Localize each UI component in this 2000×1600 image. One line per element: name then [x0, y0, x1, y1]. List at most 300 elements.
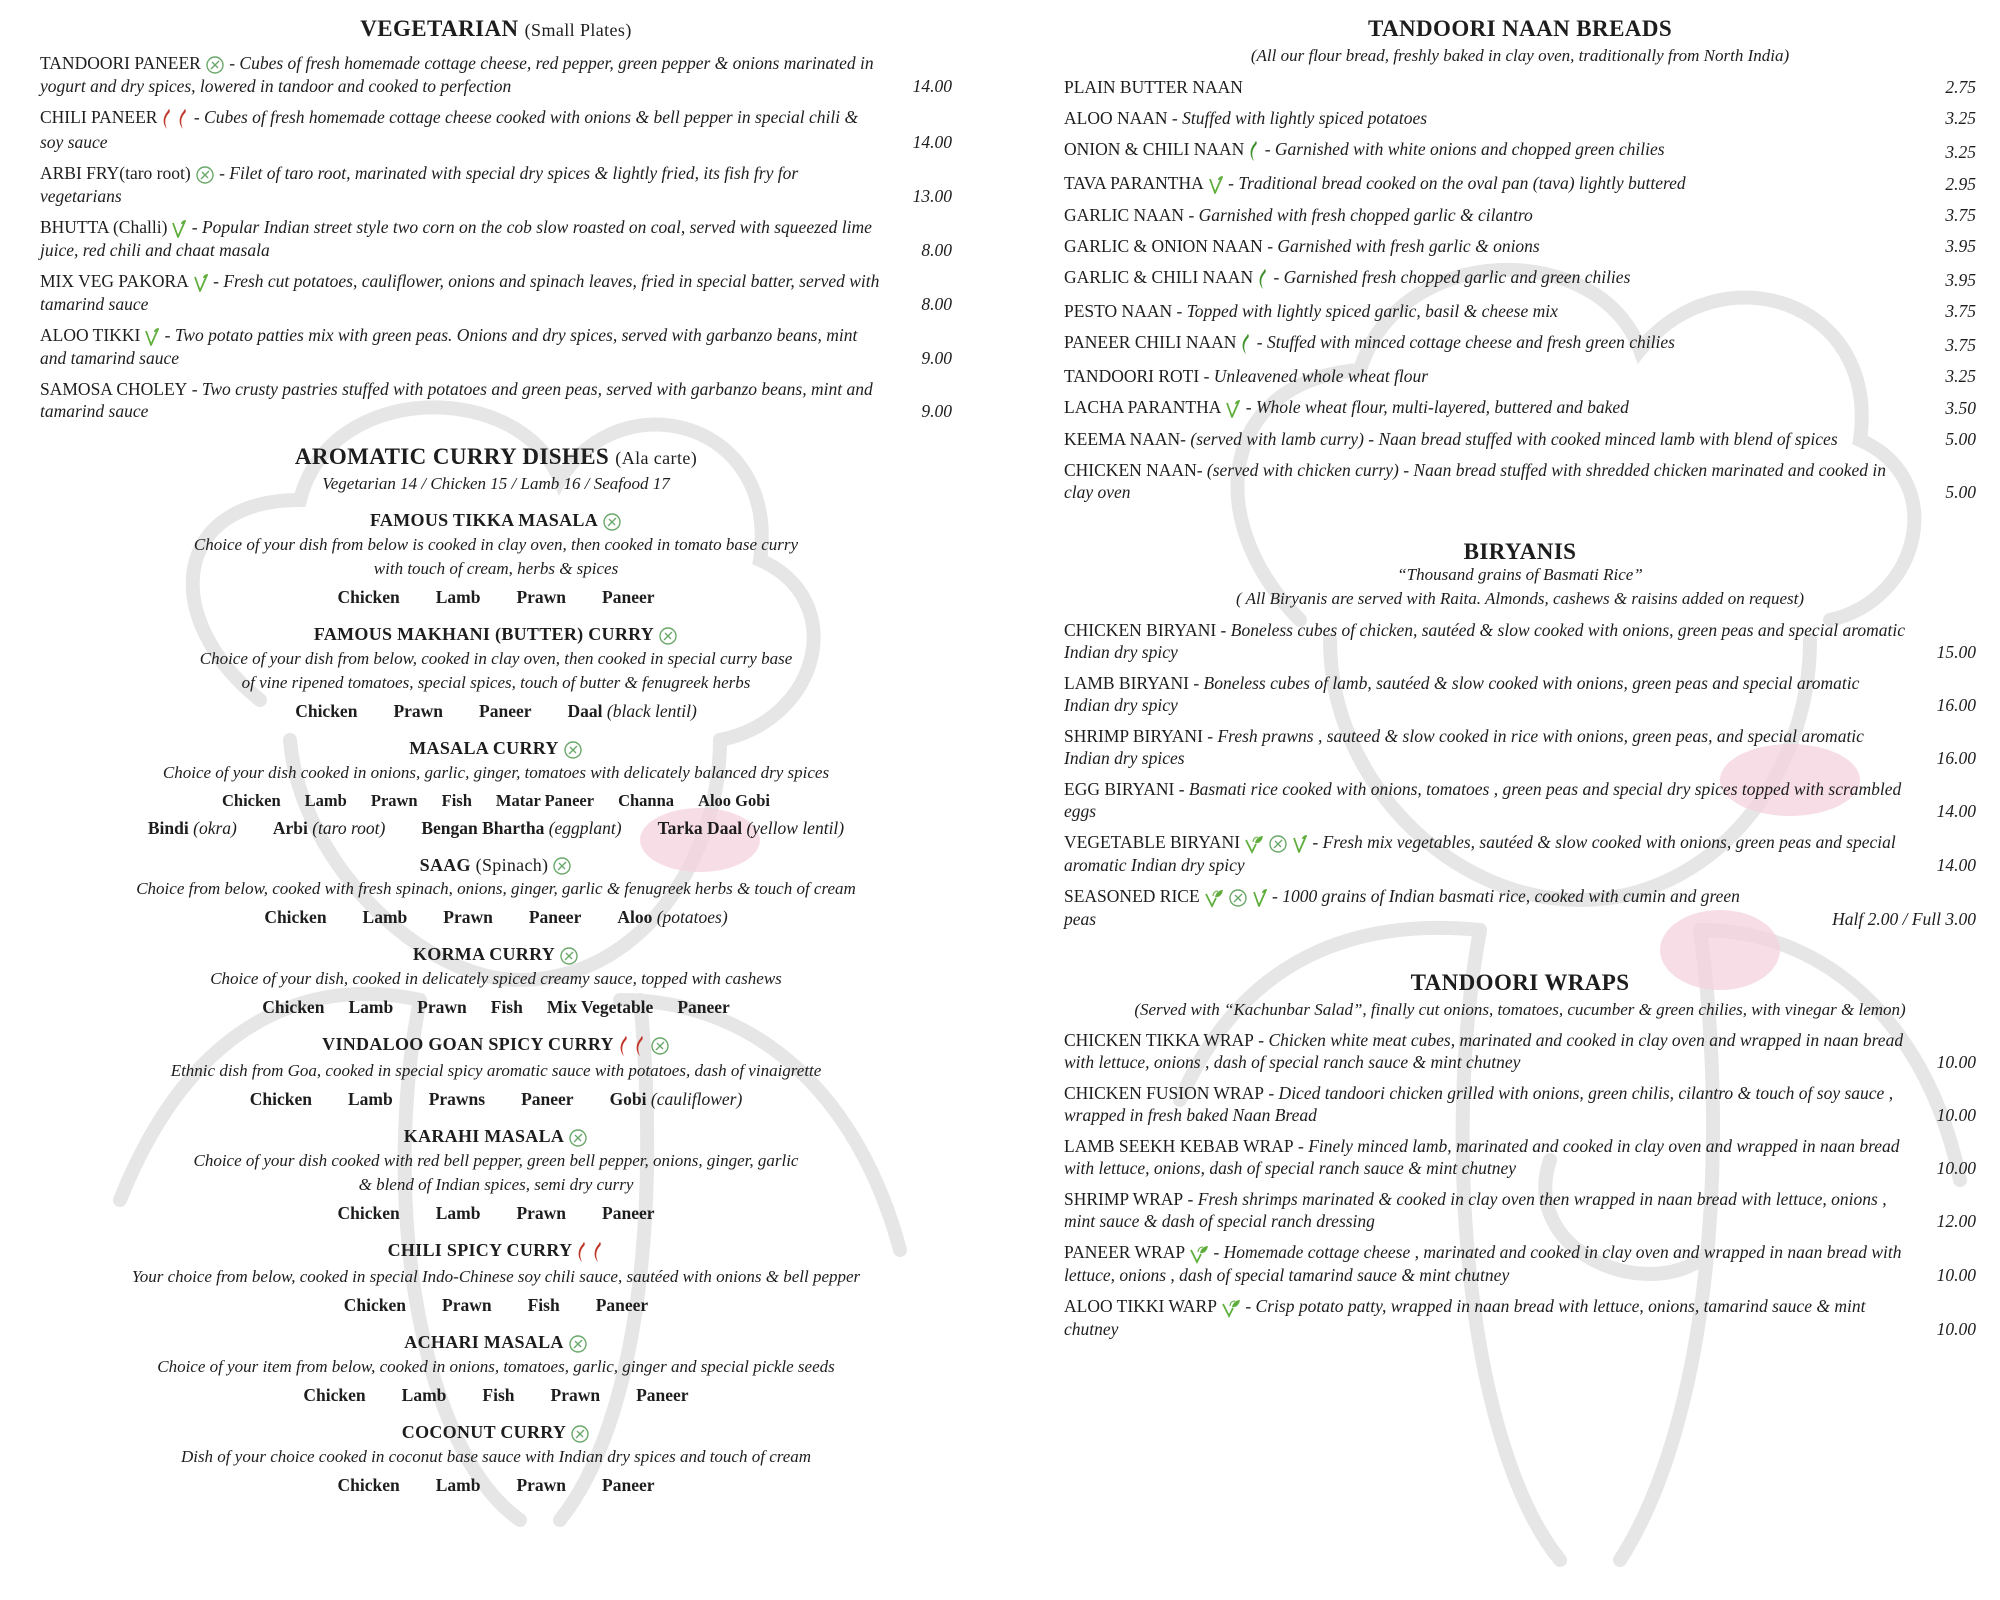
- menu-item-text: [1064, 619, 1906, 663]
- menu-item-text: [40, 216, 882, 261]
- menu-item-text: [1064, 331, 1906, 356]
- wraps-section: [1064, 970, 1976, 1340]
- menu-item-description: - Chicken white meat cubes, marinated and cooked in clay oven and wrapped in naan bread with lettuce, onions , dash of special ranch sauce & mint chutney: [1064, 1029, 1904, 1072]
- curry-option: Prawn: [370, 790, 418, 810]
- curry-option: Chicken: [343, 1295, 407, 1316]
- menu-item: [40, 106, 952, 153]
- gluten-free-icon: [570, 1424, 590, 1444]
- gluten-free-icon: [195, 165, 215, 185]
- menu-item: [1064, 428, 1976, 450]
- curry-dish-name: VINDALOO GOAN SPICY CURRY: [322, 1034, 614, 1055]
- red-chili-icon: [592, 1240, 604, 1264]
- menu-item-name: PLAIN BUTTER NAAN: [1064, 77, 1243, 97]
- curry-option: Chicken: [337, 1203, 400, 1224]
- menu-item-text: [1064, 672, 1906, 716]
- curry-dish: [40, 1034, 952, 1110]
- curry-dish-description: Choice of your dish cooked with red bell pepper, green bell pepper, onions, ginger, garlic: [193, 1151, 799, 1171]
- gluten-free-icon: [552, 856, 572, 876]
- menu-item: [1064, 831, 1976, 876]
- curry-dish-description: Your choice from below, cooked in special Indo-Chinese soy chili sauce, sautéed with onions & bell pepper: [131, 1267, 861, 1287]
- menu-item-name: SAMOSA CHOLEY: [40, 378, 188, 399]
- menu-item: [1064, 1241, 1976, 1286]
- curry-option: Lamb: [347, 1089, 393, 1110]
- curry-option: Paneer: [677, 997, 730, 1018]
- curry-dish-title: [40, 1126, 952, 1148]
- curry-option: Mix Vegetable: [546, 997, 654, 1018]
- menu-item-description: - Fresh mix vegetables, sautéed & slow cooked with onions, green peas and special aromatic Indian dry spicy: [1064, 831, 1896, 875]
- red-chili-icon: [576, 1240, 588, 1264]
- menu-item: [1064, 331, 1976, 356]
- menu-item-description: - Fresh shrimps marinated & cooked in clay oven then wrapped in naan bread with lettuce, onions , mint sauce & dash of special ranch dressing: [1064, 1188, 1887, 1231]
- menu-item-description: - Diced tandoori chicken grilled with onions, green chilis, cilantro & touch of soy sauce , wrapped in fresh baked Naan Bread: [1064, 1082, 1894, 1125]
- vegetarian-icon: [1189, 1244, 1209, 1264]
- menu-item-text: [1064, 300, 1906, 322]
- curry-dish-description: Choice of your dish from below, cooked in clay oven, then cooked in special curry base: [199, 648, 793, 668]
- green-chili-icon: [1257, 267, 1269, 291]
- menu-item-description: - Basmati rice cooked with onions, tomatoes , green peas and special dry spices topped with scrambled eggs: [1064, 778, 1902, 821]
- curry-option: Prawn: [516, 586, 567, 607]
- menu-item-price: 15.00: [1936, 641, 1976, 662]
- menu-item-price: 14.00: [1936, 854, 1976, 875]
- curry-dish-description: & blend of Indian spices, semi dry curry: [358, 1175, 634, 1195]
- curry-dish-description: Choice of your dish, cooked in delicately spiced creamy sauce, topped with cashews: [210, 969, 782, 989]
- menu-item-price: Half 2.00 / Full 3.00: [1832, 908, 1976, 929]
- curry-dish: [40, 1240, 952, 1316]
- menu-item-name: BHUTTA (Challi): [40, 216, 168, 237]
- curry-title: AROMATIC CURRY DISHES (Ala carte): [294, 443, 698, 469]
- gluten-free-icon: [559, 946, 579, 966]
- menu-item-name: GARLIC NAAN: [1064, 204, 1185, 225]
- menu-item-price: 14.00: [912, 131, 952, 152]
- curry-option: Chicken: [295, 700, 358, 721]
- menu-item-price: 14.00: [1936, 800, 1976, 821]
- menu-item-description: (served with lamb curry) - Naan bread stuffed with cooked minced lamb with blend of spices: [1186, 428, 1838, 449]
- curry-dish-name: SAAG: [419, 854, 471, 875]
- menu-item: [40, 378, 952, 422]
- menu-item-description: - Traditional bread cooked on the oval pan (tava) lightly buttered: [1223, 172, 1686, 193]
- curry-option: Prawn: [516, 1474, 567, 1495]
- curry-dish-title: [40, 855, 952, 877]
- curry-option: Paneer: [528, 907, 582, 928]
- menu-item-name: GARLIC & CHILI NAAN: [1064, 266, 1254, 287]
- red-chili-icon: [161, 107, 173, 131]
- curry-option: Fish: [490, 997, 523, 1018]
- menu-item-text: [1064, 138, 1906, 163]
- left-column: [40, 0, 952, 1496]
- menu-item-name: ALOO TIKKI: [40, 324, 141, 345]
- menu-item: [40, 52, 952, 97]
- menu-item-text: [1064, 204, 1906, 226]
- curry-option: Prawn: [442, 1295, 492, 1316]
- curry-dish-name: FAMOUS MAKHANI (BUTTER) CURRY: [313, 623, 655, 644]
- curry-option: Paneer: [602, 1203, 655, 1224]
- vegetarian-section: [40, 16, 952, 422]
- gluten-free-icon: [658, 626, 678, 646]
- wraps-title: TANDOORI WRAPS: [1410, 969, 1630, 995]
- menu-item-name: ALOO NAAN: [1064, 108, 1168, 128]
- curry-dish-options: [40, 1385, 952, 1406]
- menu-item-text: [1064, 428, 1906, 450]
- curry-option: Daal (black lentil): [567, 700, 697, 721]
- wraps-note: (Served with “Kachunbar Salad”, finally cut onions, tomatoes, cucumber & green chilies, with vinegar & lemon): [1134, 999, 1906, 1019]
- menu-item-name: TANDOORI ROTI: [1064, 365, 1200, 386]
- curry-option: Bengan Bhartha (eggplant): [421, 817, 622, 838]
- curry-option: Chicken: [264, 907, 327, 928]
- menu-item-description: - Stuffed with lightly spiced potatoes: [1167, 108, 1428, 128]
- curry-option: Gobi (cauliflower): [609, 1089, 743, 1110]
- curry-option: Fish: [441, 790, 472, 810]
- menu-item-text: [1064, 172, 1906, 195]
- curry-dish: [40, 510, 952, 608]
- curry-dish: [40, 624, 952, 722]
- menu-item-name: CHICKEN TIKKA WRAP: [1064, 1029, 1254, 1050]
- menu-item-name: TANDOORI PANEER: [40, 53, 201, 73]
- curry-dish: [40, 944, 952, 1018]
- menu-item: [40, 216, 952, 261]
- vegan-icon: [1225, 399, 1241, 419]
- curry-dish-description: Ethnic dish from Goa, cooked in special spicy aromatic sauce with potatoes, dash of vinaigrette: [170, 1061, 822, 1081]
- menu-item-description: - Garnished with fresh chopped garlic & cilantro: [1184, 204, 1533, 225]
- menu-item-text: [1064, 1082, 1906, 1126]
- menu-item-text: [40, 324, 882, 369]
- menu-item-description: - Garnished with white onions and chopped green chilies: [1260, 139, 1665, 159]
- menu-item-price: 3.95: [1945, 235, 1976, 256]
- menu-item-name: PANEER WRAP: [1064, 1241, 1186, 1262]
- menu-item-description: - 1000 grains of Indian basmati rice, cooked with cumin and green peas: [1064, 885, 1740, 929]
- menu-item-description: (served with chicken curry) - Naan bread stuffed with shredded chicken marinated and cooked in clay oven: [1064, 459, 1886, 502]
- menu-item: [1064, 778, 1976, 822]
- menu-item: [1064, 1295, 1976, 1340]
- menu-item-text: [1064, 107, 1906, 129]
- menu-item-price: 16.00: [1936, 694, 1976, 715]
- vegetarian-title: VEGETARIAN (Small Plates): [360, 16, 632, 41]
- menu-item-price: 2.75: [1945, 77, 1976, 97]
- curry-dish-title: [40, 1422, 952, 1444]
- menu-item-name: ARBI FRY(taro root): [40, 162, 191, 183]
- menu-item-description: - Fresh cut potatoes, cauliflower, onions and spinach leaves, fried in special batter, served with tamarind sauce: [40, 270, 880, 314]
- menu-item-text: [1064, 365, 1906, 387]
- naan-section: [1064, 16, 1976, 503]
- menu-item-description: - Garnished fresh chopped garlic and green chilies: [1269, 266, 1631, 287]
- vegan-icon: [1292, 834, 1308, 854]
- menu-item-description: - Unleavened whole wheat flour: [1199, 365, 1429, 386]
- menu-item-price: 10.00: [1936, 1318, 1976, 1339]
- biryani-title: BIRYANIS: [1463, 538, 1577, 564]
- menu-item-name: TAVA PARANTHA: [1064, 172, 1204, 193]
- menu-item-text: [1064, 885, 1776, 930]
- menu-item-text: [40, 52, 882, 97]
- red-chili-icon: [618, 1034, 630, 1058]
- menu-item: [1064, 365, 1976, 387]
- menu-item-name: SEASONED RICE: [1064, 885, 1200, 906]
- curry-option: Chicken: [249, 1089, 312, 1110]
- menu-item: [1064, 1082, 1976, 1126]
- curry-option: Lamb: [362, 907, 408, 928]
- curry-dish-options: [40, 907, 952, 928]
- menu-item-name: KEEMA NAAN-: [1064, 428, 1187, 449]
- menu-item-description: - Filet of taro root, marinated with special dry spices & lightly fried, its fish fry for vegetarians: [40, 162, 799, 206]
- menu-item-text: [1064, 831, 1906, 876]
- curry-option: Prawn: [516, 1203, 567, 1224]
- gluten-free-icon: [568, 1334, 588, 1354]
- curry-option: Lamb: [304, 790, 347, 810]
- menu-item-description: - Whole wheat flour, multi-layered, buttered and baked: [1241, 396, 1629, 417]
- menu-item-name: LACHA PARANTHA: [1064, 396, 1222, 417]
- menu-item-text: [40, 270, 882, 315]
- curry-dish-options: [40, 997, 952, 1018]
- curry-section: [40, 444, 952, 1496]
- menu-item-text: [1064, 76, 1906, 98]
- menu-item-price: 8.00: [921, 293, 952, 314]
- gluten-free-icon: [563, 740, 583, 760]
- curry-dish-name: COCONUT CURRY: [401, 1422, 567, 1443]
- menu-item: [40, 270, 952, 315]
- menu-item: [40, 162, 952, 207]
- curry-option: Tarka Daal (yellow lentil): [657, 817, 845, 838]
- curry-dish-title: [40, 738, 952, 760]
- menu-item-text: [1064, 266, 1906, 291]
- menu-item: [1064, 76, 1976, 98]
- menu-item-price: 16.00: [1936, 747, 1976, 768]
- menu-item-text: [1064, 1135, 1906, 1179]
- naan-items: [1064, 76, 1976, 503]
- menu-item: [1064, 172, 1976, 195]
- curry-dish-options: [40, 1475, 952, 1496]
- menu-item-name: EGG BIRYANI: [1064, 778, 1175, 799]
- naan-title: TANDOORI NAAN BREADS: [1367, 16, 1673, 41]
- menu-item-price: 3.75: [1945, 300, 1976, 321]
- curry-option: Chicken: [303, 1385, 366, 1406]
- menu-item: [1064, 1188, 1976, 1232]
- vegan-icon: [1252, 888, 1268, 908]
- curry-dish-name: CHILI SPICY CURRY: [387, 1240, 573, 1261]
- curry-option: Channa: [618, 790, 675, 810]
- menu-item-name: ONION & CHILI NAAN: [1064, 139, 1245, 159]
- curry-option: Paneer: [602, 1474, 655, 1495]
- menu-item-description: - Popular Indian street style two corn on the cob slow roasted on coal, served with squeezed lime juice, red chili and chaat masala: [40, 216, 872, 260]
- menu-item-name: ALOO TIKKI WARP: [1064, 1295, 1217, 1316]
- menu-item-price: 3.75: [1945, 334, 1976, 355]
- menu-item-name: CHICKEN NAAN-: [1064, 459, 1203, 480]
- curry-dish-name: KARAHI MASALA: [403, 1126, 565, 1147]
- menu-item-price: 3.25: [1945, 141, 1976, 162]
- menu-item: [1064, 300, 1976, 322]
- menu-item: [1064, 204, 1976, 226]
- menu-item-name: VEGETABLE BIRYANI: [1064, 831, 1241, 852]
- menu-item-text: [40, 106, 882, 153]
- menu-item-name: PANEER CHILI NAAN: [1064, 331, 1237, 352]
- curry-dish-description: Choice from below, cooked with fresh spinach, onions, ginger, garlic & fenugreek herbs & touch of cream: [136, 879, 856, 899]
- curry-dish-options: [40, 1203, 952, 1224]
- menu-item-price: 3.50: [1945, 397, 1976, 418]
- curry-dish-subname: (Spinach): [470, 854, 549, 875]
- menu-item-price: 10.00: [1936, 1104, 1976, 1125]
- curry-dish-name: MASALA CURRY: [409, 737, 559, 758]
- menu-item-price: 5.00: [1945, 428, 1976, 449]
- curry-dish: [40, 1422, 952, 1496]
- curry-dish: [40, 738, 952, 839]
- gluten-free-icon: [650, 1036, 670, 1056]
- menu-item-name: CHICKEN BIRYANI: [1064, 619, 1217, 640]
- menu-item-price: 10.00: [1936, 1157, 1976, 1178]
- menu-item-price: 10.00: [1936, 1264, 1976, 1285]
- curry-option: Aloo (potatoes): [617, 907, 728, 928]
- menu-item-description: - Cubes of fresh homemade cottage cheese cooked with onions & bell pepper in special chili & soy sauce: [40, 106, 859, 152]
- menu-item-description: - Crisp potato patty, wrapped in naan bread with lettuce, onions, tamarind sauce & mint chutney: [1064, 1295, 1866, 1339]
- curry-dish-options: [40, 818, 952, 839]
- curry-dish-description: with touch of cream, herbs & spices: [373, 558, 619, 578]
- menu-item-price: 9.00: [921, 400, 952, 421]
- curry-option: Fish: [482, 1385, 515, 1406]
- menu-item: [40, 324, 952, 369]
- menu-item: [1064, 619, 1976, 663]
- vegetarian-icon: [1204, 888, 1224, 908]
- curry-option: Matar Paneer: [495, 790, 595, 810]
- menu-item-name: LAMB BIRYANI: [1064, 672, 1189, 693]
- curry-option: Bindi (okra): [147, 817, 237, 838]
- gluten-free-icon: [602, 512, 622, 532]
- menu-item-price: 8.00: [921, 239, 952, 260]
- curry-option: Lamb: [435, 586, 481, 607]
- vegetarian-icon: [1221, 1298, 1241, 1318]
- menu-item-text: [1064, 1188, 1906, 1232]
- menu-item-text: [1064, 778, 1906, 822]
- right-column: [1064, 0, 1976, 1340]
- menu-item-description: - Garnished with fresh garlic & onions: [1262, 235, 1540, 256]
- menu-item: [1064, 672, 1976, 716]
- curry-dish-options: [40, 1295, 952, 1316]
- menu-item-description: - Finely minced lamb, marinated and cooked in clay oven and wrapped in naan bread with lettuce, onions, dash of special ranch sauce & mint chutney: [1064, 1135, 1900, 1178]
- vegan-icon: [1208, 175, 1224, 195]
- menu-item-description: - Boneless cubes of chicken, sautéed & slow cooked with onions, green peas and special aromatic Indian dry spicy: [1064, 619, 1906, 662]
- menu-item-text: [1064, 459, 1906, 503]
- biryani-note: ( All Biryanis are served with Raita. Almonds, cashews & raisins added on request): [1235, 588, 1805, 608]
- curry-dish-description: Choice of your dish cooked in onions, garlic, ginger, tomatoes with delicately balanced dry spices: [162, 762, 830, 782]
- menu-item-description: - Cubes of fresh homemade cottage cheese, red pepper, green pepper & onions marinated in yogurt and dry spices, lowered in tandoor and cooked to perfection: [40, 53, 874, 96]
- biryani-items: [1064, 619, 1976, 930]
- green-chili-icon: [1248, 139, 1260, 163]
- menu-item-description: - Two potato patties mix with green peas. Onions and dry spices, served with garbanzo beans, mint and tamarind sauce: [40, 324, 858, 368]
- menu-item: [1064, 266, 1976, 291]
- curry-option: Prawn: [393, 700, 444, 721]
- menu-item: [1064, 885, 1976, 930]
- menu-item-price: 9.00: [921, 347, 952, 368]
- curry-dish-options: [40, 701, 952, 722]
- menu-item-name: SHRIMP WRAP: [1064, 1188, 1184, 1209]
- curry-option: Prawns: [428, 1089, 486, 1110]
- curry-dish-description: Dish of your choice cooked in coconut base sauce with Indian dry spices and touch of cream: [180, 1446, 812, 1466]
- curry-option: Lamb: [348, 997, 394, 1018]
- menu-item: [1064, 235, 1976, 257]
- curry-option: Paneer: [636, 1385, 689, 1406]
- menu-item-text: [1064, 1295, 1906, 1340]
- curry-option: Prawn: [443, 907, 493, 928]
- curry-option: Lamb: [435, 1474, 481, 1495]
- menu-item-price: 3.95: [1945, 269, 1976, 290]
- curry-option: Paneer: [602, 586, 655, 607]
- vegan-icon: [144, 327, 160, 347]
- menu-item-description: - Two crusty pastries stuffed with potatoes and green peas, served with garbanzo beans, mint and tamarind sauce: [40, 378, 873, 421]
- menu-item-name: CHICKEN FUSION WRAP: [1064, 1082, 1264, 1103]
- curry-dish-title: [40, 1332, 952, 1354]
- green-chili-icon: [1240, 332, 1252, 356]
- menu-item-name: PESTO NAAN: [1064, 300, 1173, 321]
- biryani-section: [1064, 539, 1976, 930]
- curry-dish-options: [40, 791, 952, 811]
- curry-dish-description: of vine ripened tomatoes, special spices, touch of butter & fenugreek herbs: [241, 672, 751, 692]
- curry-option: Aloo Gobi: [698, 790, 771, 810]
- menu-item-price: 14.00: [912, 75, 952, 96]
- curry-option: Fish: [527, 1295, 560, 1316]
- gluten-free-icon: [1268, 834, 1288, 854]
- curry-option: Paneer: [521, 1089, 574, 1110]
- menu-item: [1064, 138, 1976, 163]
- menu-item-description: - Boneless cubes of lamb, sautéed & slow cooked with onions, green peas and special aromatic Indian dry spicy: [1064, 672, 1860, 715]
- menu-item-name: LAMB SEEKH KEBAB WRAP: [1064, 1135, 1294, 1156]
- menu-item: [1064, 459, 1976, 503]
- curry-dish-name: KORMA CURRY: [412, 944, 556, 965]
- curry-dish: [40, 1332, 952, 1406]
- menu-item-text: [1064, 396, 1906, 419]
- curry-dishes: [40, 510, 952, 1496]
- vegan-icon: [171, 219, 187, 239]
- menu-item-description: - Stuffed with minced cottage cheese and fresh green chilies: [1252, 331, 1675, 352]
- curry-dish-title: [40, 510, 952, 532]
- menu-item-price: 3.75: [1945, 204, 1976, 225]
- vegetarian-icon: [1244, 834, 1264, 854]
- curry-dish-options: [40, 1089, 952, 1110]
- curry-option: Chicken: [337, 1474, 400, 1495]
- curry-dish-description: Choice of your item from below, cooked in onions, tomatoes, garlic, ginger and special pickle seeds: [157, 1357, 835, 1377]
- curry-option: Paneer: [595, 1295, 649, 1316]
- curry-option: Paneer: [479, 700, 532, 721]
- biryani-quote: “Thousand grains of Basmati Rice”: [1397, 564, 1643, 584]
- menu-item-price: 5.00: [1945, 481, 1976, 502]
- curry-dish-title: [40, 1034, 952, 1058]
- menu-item-description: - Topped with lightly spiced garlic, basil & cheese mix: [1172, 300, 1558, 321]
- curry-dish-name: ACHARI MASALA: [404, 1332, 564, 1353]
- gluten-free-icon: [568, 1128, 588, 1148]
- curry-dish-title: [40, 944, 952, 966]
- curry-dish-title: [40, 624, 952, 646]
- menu-item-text: [1064, 1241, 1906, 1286]
- menu-item-price: 3.25: [1945, 365, 1976, 386]
- menu-item-price: 12.00: [1936, 1210, 1976, 1231]
- menu-item-name: MIX VEG PAKORA: [40, 270, 189, 291]
- vegan-icon: [193, 273, 209, 293]
- wraps-items: [1064, 1029, 1976, 1340]
- menu-item-price: 3.25: [1945, 108, 1976, 128]
- curry-option: Chicken: [337, 586, 400, 607]
- menu-item-text: [1064, 1029, 1906, 1073]
- curry-dish-name: FAMOUS TIKKA MASALA: [369, 509, 599, 530]
- curry-option: Arbi (taro root): [272, 817, 386, 838]
- menu-item: [1064, 1135, 1976, 1179]
- menu-item: [1064, 396, 1976, 419]
- curry-option: Prawn: [550, 1385, 601, 1406]
- menu-item: [1064, 107, 1976, 129]
- curry-option: Prawn: [417, 997, 467, 1018]
- menu-item-name: CHILI PANEER: [40, 106, 158, 127]
- gluten-free-icon: [1228, 888, 1248, 908]
- curry-option: Lamb: [401, 1385, 447, 1406]
- menu-item-text: [40, 378, 882, 422]
- menu-item: [1064, 725, 1976, 769]
- menu-item-text: [1064, 725, 1906, 769]
- red-chili-icon: [177, 107, 189, 131]
- red-chili-icon: [634, 1034, 646, 1058]
- menu-item-price: 13.00: [912, 185, 952, 206]
